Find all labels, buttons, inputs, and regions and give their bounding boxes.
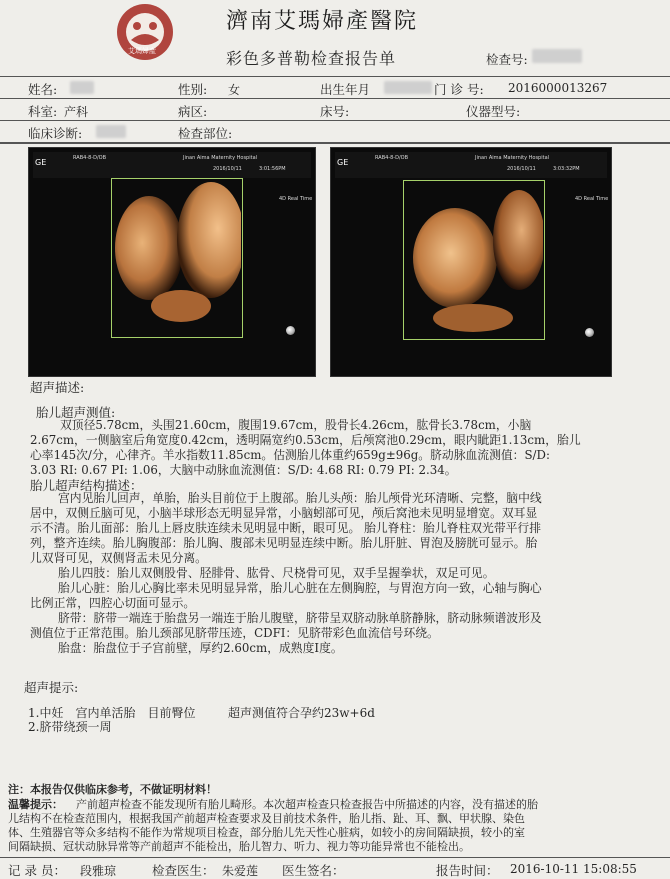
divider: [0, 98, 670, 99]
date-label: 2016/10/11: [507, 166, 536, 172]
mode-label: 4D Real Time: [279, 196, 313, 202]
measure-title: 胎儿超声测值:: [36, 405, 116, 420]
date-label: 2016/10/11: [213, 166, 242, 172]
ultrasound-image-right: [330, 147, 612, 377]
rotation-knob: [286, 326, 295, 335]
instrument-label: 仪器型号:: [466, 104, 521, 119]
structure-line: 儿双肾可见，双侧肾盂未见分离。: [30, 551, 207, 565]
measure-line: 3.03 RI: 0.67 PI: 1.06，大脑中动脉血流测值：S/D: 4.68 RI: 0.79 PI: 2.34。: [30, 463, 457, 477]
dept-label: 科室:: [28, 104, 58, 119]
divider: [0, 142, 670, 144]
reminder-line: 体、生殖器官等众多结构不能作为常规项目检查，部分胎儿先天性心脏病，如较小的房间隔缺损，较小的室: [8, 826, 525, 839]
report-title: 彩色多普勒检查报告单: [226, 49, 397, 68]
divider: [0, 857, 670, 858]
hospital-label: Jinan Aima Maternity Hospital: [183, 155, 258, 161]
time-label: 3:03:32PM: [553, 166, 580, 172]
image-header: [33, 152, 311, 178]
bed-label: 床号:: [320, 104, 350, 119]
structure-line: 宫内见胎儿回声，单胎，胎头目前位于上腹部。胎儿头颅：胎儿颅骨光环清晰、完整，脑中线: [58, 491, 542, 505]
probe-label: RAB4-8-D/OB: [375, 155, 408, 161]
hospital-logo: [100, 2, 190, 64]
gender-label: 性别:: [178, 82, 208, 97]
rotation-knob: [585, 328, 594, 337]
structure-line: 列，整齐连续。胎儿胸腹部：胎儿胸、腹部未见明显连续中断。胎儿肝脏、胃泡及膀胱可显示。胎: [30, 536, 538, 550]
reminder-line: 间隔缺损、冠状动脉异常等产前超声不能检出，胎儿智力、听力、视力等功能异常也不能检出。: [8, 840, 470, 853]
recorder-label: 记 录 员：: [8, 863, 66, 878]
hospital-name: 濟南艾瑪婦產醫院: [226, 9, 419, 34]
reminder-line: 产前超声检查不能发现所有胎儿畸形。本次超声检查只检查报告中所描述的内容，没有描述的胎: [76, 798, 538, 811]
site-label: 检查部位:: [178, 126, 233, 141]
reminder-line: 儿结构不在检查范围内，根据我国产前超声检查要求及目前技术条件，胎儿指、趾、耳、飘、甲状腺、染色: [8, 812, 525, 825]
name-redacted: [70, 81, 94, 94]
sign-label: 医生签名：: [282, 863, 345, 878]
logo-text: 艾瑪婦產: [128, 47, 156, 55]
outpatient-label: 门 诊 号:: [434, 82, 484, 97]
probe-label: RAB4-8-D/OB: [73, 155, 106, 161]
exam-no-label: 检查号:: [486, 52, 528, 67]
report-time-value: 2016-10-11 15:08:55: [510, 862, 637, 876]
findings-title: 超声描述:: [30, 380, 85, 395]
reminder-label: 温馨提示：: [8, 798, 63, 811]
conclusion-title: 超声提示:: [24, 680, 79, 695]
structure-line: 测值位于正常范围。胎儿颈部见脐带压迹，CDFI：见脐带彩色血流信号环绕。: [30, 626, 439, 640]
diagnosis-label: 临床诊断:: [28, 126, 83, 141]
fetal-render: [403, 180, 543, 338]
diagnosis-redacted: [96, 125, 126, 138]
outpatient-value: 2016000013267: [508, 81, 608, 95]
structure-line: 胎盘：胎盘位于子宫前壁，厚约2.60cm，成熟度Ⅰ度。: [58, 641, 343, 655]
physician-label: 检查医生：: [152, 863, 215, 878]
hospital-label: Jinan Aima Maternity Hospital: [475, 155, 550, 161]
ultrasound-image-left: [28, 147, 316, 377]
image-header: [335, 152, 607, 178]
ge-logo: GE: [35, 158, 47, 167]
conclusion-line-1-gestation: 超声测值符合孕约23w+6d: [228, 706, 375, 720]
structure-line: 胎儿四肢：胎儿双侧股骨、胫腓骨、肱骨、尺桡骨可见，双手呈握拳状，双足可见。: [58, 566, 495, 580]
structure-line: 胎儿心脏：胎儿心胸比率未见明显异常，胎儿心脏在左侧胸腔，与胃泡方向一致，心轴与胸心: [58, 581, 542, 595]
exam-no-redacted: [532, 49, 582, 63]
structure-title: 胎儿超声结构描述：: [30, 478, 143, 493]
time-label: 3:01:56PM: [259, 166, 286, 172]
structure-line: 居中，双侧丘脑可见，小脑半球形态无明显异常，小脑蚓部可见，颅后窝池未见明显增宽。双耳显: [30, 506, 538, 520]
measure-line: 2.67cm，一侧脑室后角宽度0.42cm，透明隔宽约0.53cm，后颅窝池0.29cm，眼内眦距1.13cm，胎儿: [30, 433, 581, 447]
ge-logo: GE: [337, 158, 349, 167]
conclusion-line-2: 2.脐带绕颈一周: [28, 720, 112, 734]
structure-line: 脐带：脐带一端连于胎盘另一端连于胎儿腹壁，脐带呈双脐动脉单脐静脉，脐动脉频谱波形及: [58, 611, 542, 625]
birth-label: 出生年月: [320, 82, 371, 97]
ward-label: 病区:: [178, 104, 208, 119]
dept-value: 产科: [64, 105, 89, 119]
recorder-value: 段雅琼: [80, 864, 117, 878]
name-label: 姓名:: [28, 82, 58, 97]
measure-line: 心率145次/分，心律齐。羊水指数11.85cm。估测胎儿体重约659g±96g。脐动脉血流测值：S/D:: [30, 448, 550, 462]
birth-redacted: [384, 81, 432, 94]
physician-value: 朱爱莲: [222, 864, 259, 878]
report-time-label: 报告时间：: [436, 863, 499, 878]
structure-line: 比例正常，四腔心切面可显示。: [30, 596, 196, 610]
gender-value: 女: [228, 83, 241, 97]
measure-line: 双顶径5.78cm，头围21.60cm，腹围19.67cm，股骨长4.26cm，肱骨长3.78cm，小脑: [60, 418, 532, 432]
divider: [0, 76, 670, 77]
divider: [0, 120, 670, 121]
disclaimer: 注：本报告仅供临床参考，不做证明材料！: [8, 783, 217, 796]
structure-line: 示不清。胎儿面部：胎儿上唇皮肤连续未见明显中断，眼可见。 胎儿脊柱：胎儿脊柱双光带平行排: [30, 521, 542, 535]
fetal-render: [111, 178, 241, 336]
mode-label: 4D Real Time: [575, 196, 609, 202]
conclusion-line-1: 1.中妊 宫内单活胎 目前臀位: [28, 706, 196, 720]
